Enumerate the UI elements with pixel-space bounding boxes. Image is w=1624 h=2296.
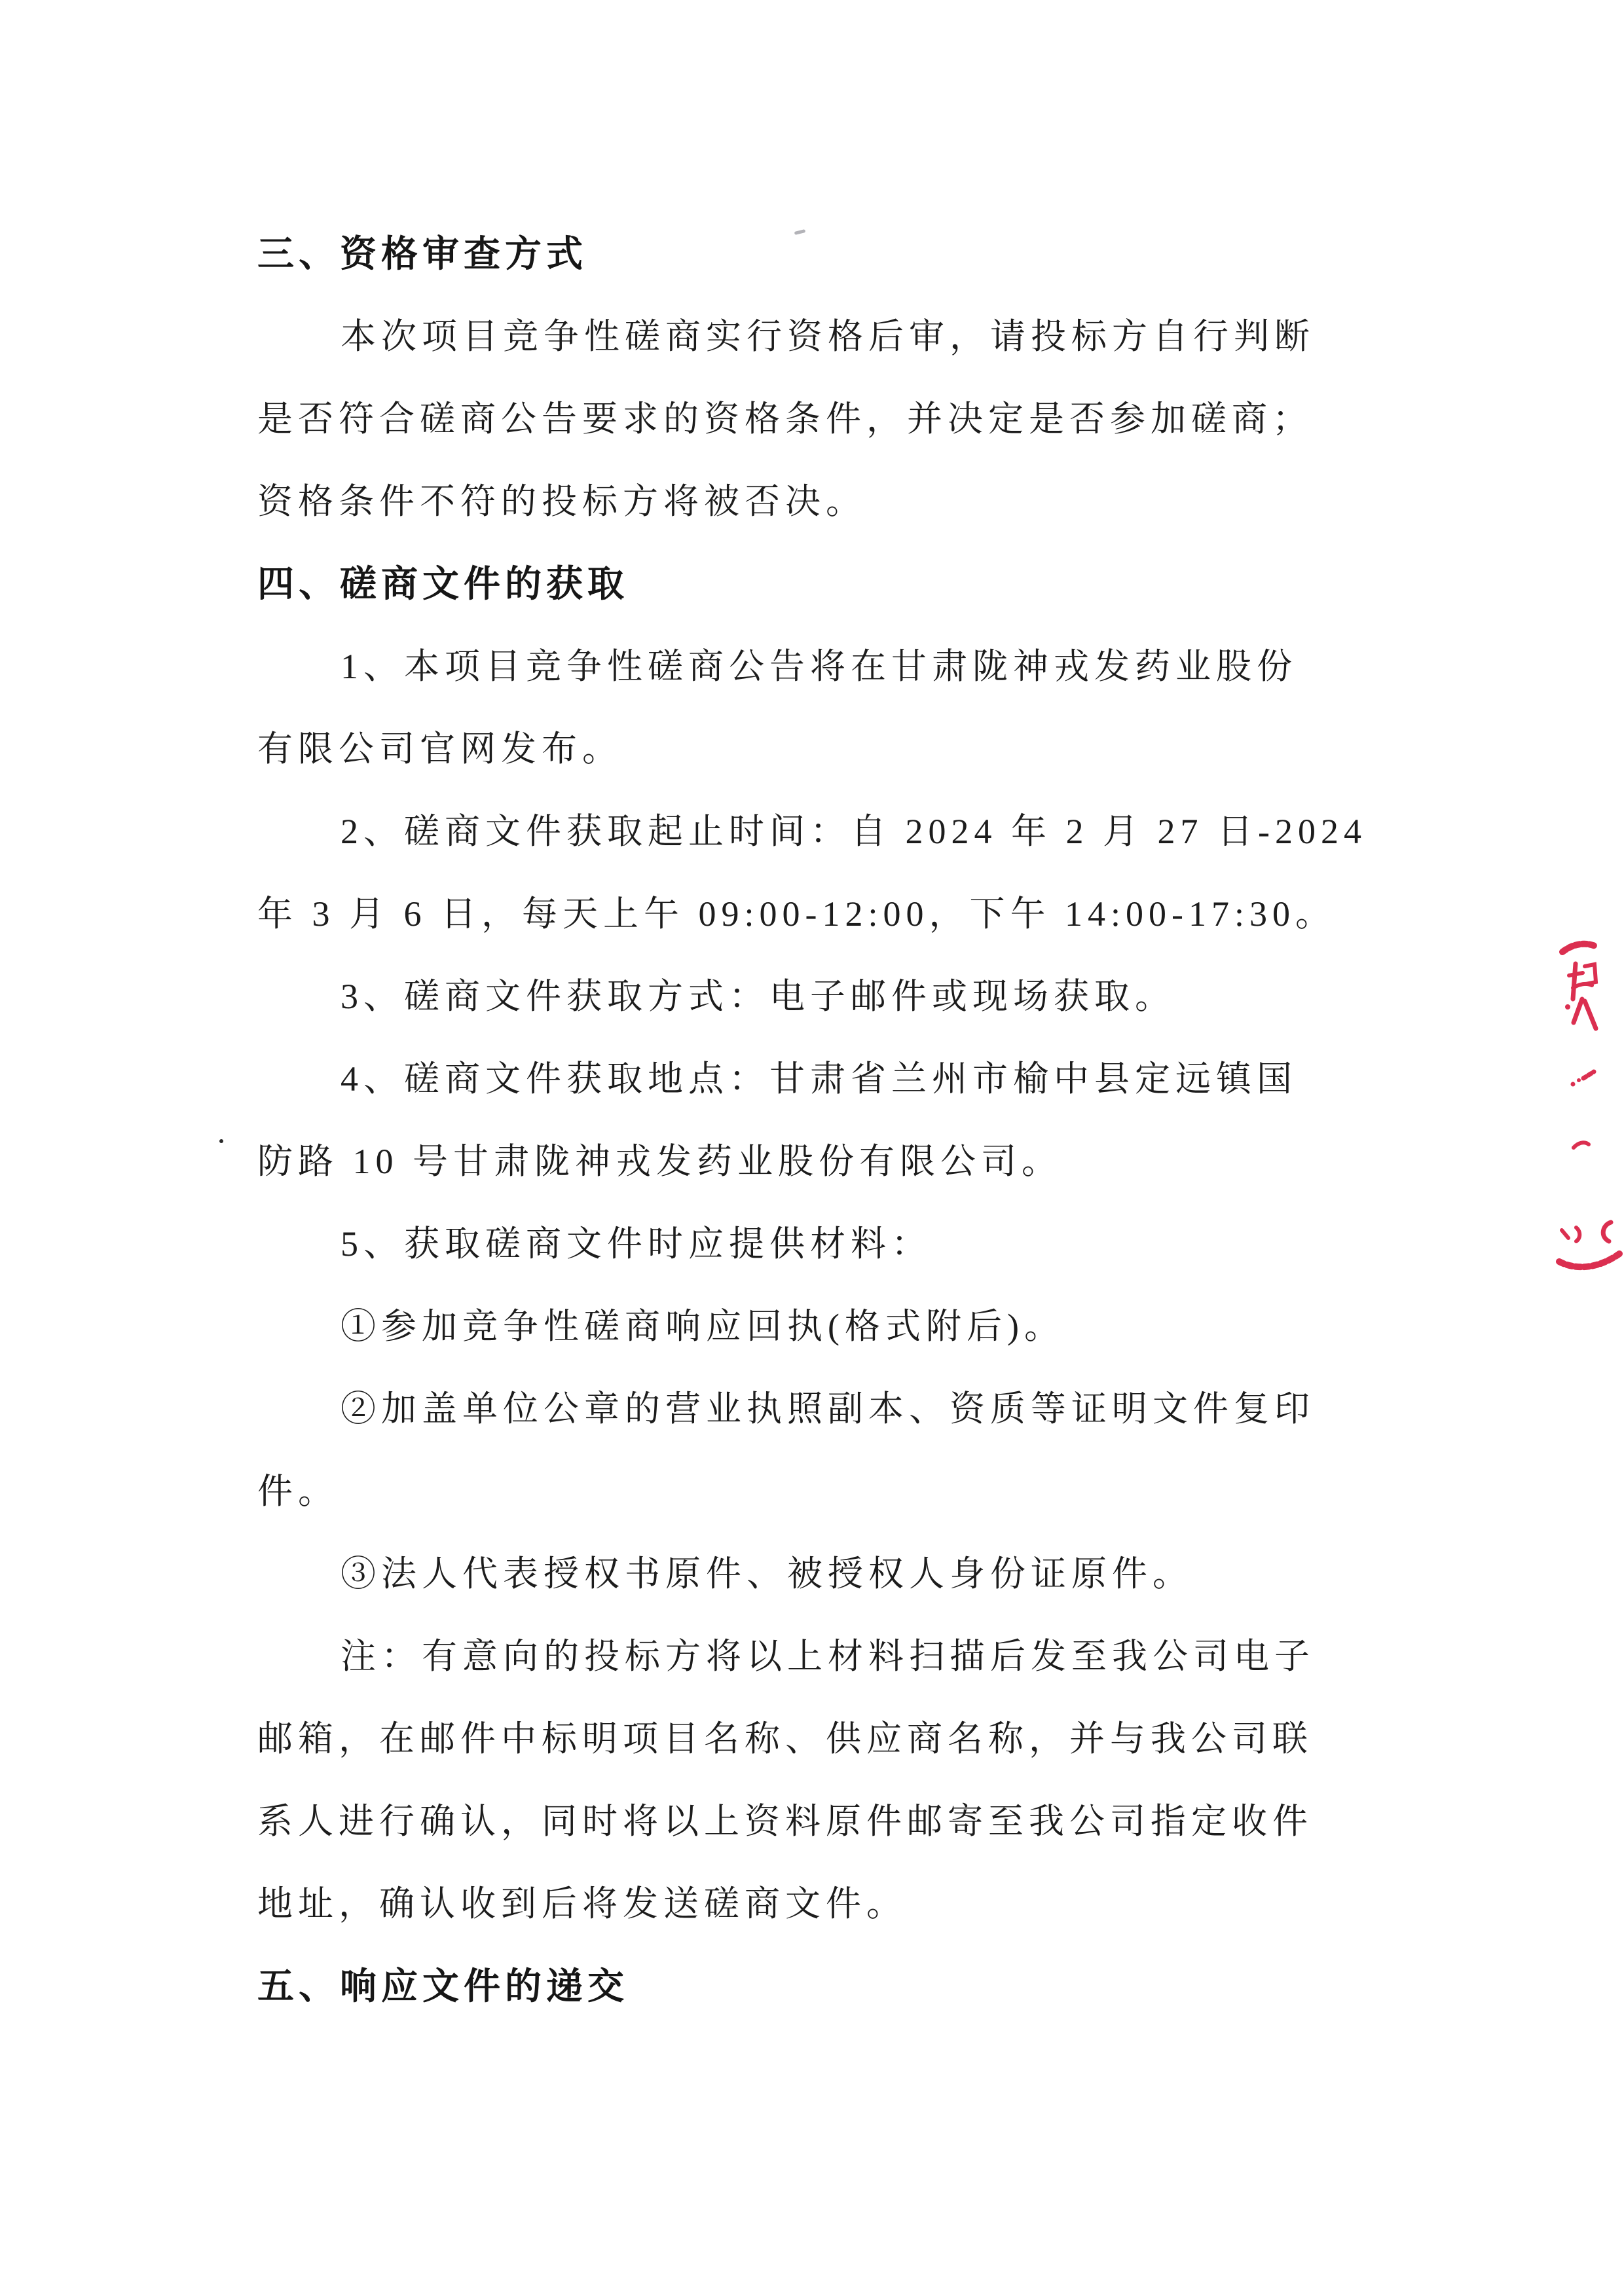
text-line: ①参加竞争性磋商响应回执(格式附后)。 [341,1307,1065,1346]
text-line: 4、磋商文件获取地点：甘肃省兰州市榆中县定远镇国 [341,1059,1297,1099]
section-heading-5: 五、响应文件的递交 [257,1965,629,2007]
red-stamp-fragment-icon [1553,936,1624,1277]
text-line: 资格条件不符的投标方将被否决。 [257,482,866,521]
text-line: 件。 [257,1472,339,1511]
text-line: 1、本项目竞争性磋商公告将在甘肃陇神戎发药业股份 [341,647,1297,686]
text-line: 5、获取磋商文件时应提供材料： [341,1224,932,1264]
text-line: 地址，确认收到后将发送磋商文件。 [257,1884,907,1923]
text-line: 年 3 月 6 日，每天上午 09:00-12:00，下午 14:00-17:30。 [257,894,1336,934]
text-line: ②加盖单位公章的营业执照副本、资质等证明文件复印 [341,1389,1315,1429]
section-heading-3: 三、资格审查方式 [257,233,587,274]
text-line: 本次项目竞争性磋商实行资格后审，请投标方自行判断 [341,317,1315,356]
text-line: 系人进行确认，同时将以上资料原件邮寄至我公司指定收件 [257,1802,1313,1841]
text-line: 注：有意向的投标方将以上材料扫描后发至我公司电子 [341,1637,1315,1676]
section-heading-4: 四、磋商文件的获取 [257,563,629,604]
ink-speck [219,1139,223,1143]
text-line: 是否符合磋商公告要求的资格条件，并决定是否参加磋商； [257,399,1313,439]
text-line: 2、磋商文件获取起止时间：自 2024 年 2 月 27 日-2024 [341,812,1367,851]
text-line: 防路 10 号甘肃陇神戎发药业股份有限公司。 [257,1142,1062,1181]
text-line: ③法人代表授权书原件、被授权人身份证原件。 [341,1554,1193,1594]
text-line: 3、磋商文件获取方式：电子邮件或现场获取。 [341,977,1175,1016]
document-body [257,213,1410,2028]
text-line: 邮箱，在邮件中标明项目名称、供应商名称，并与我公司联 [257,1719,1313,1758]
text-line: 有限公司官网发布。 [257,729,623,769]
